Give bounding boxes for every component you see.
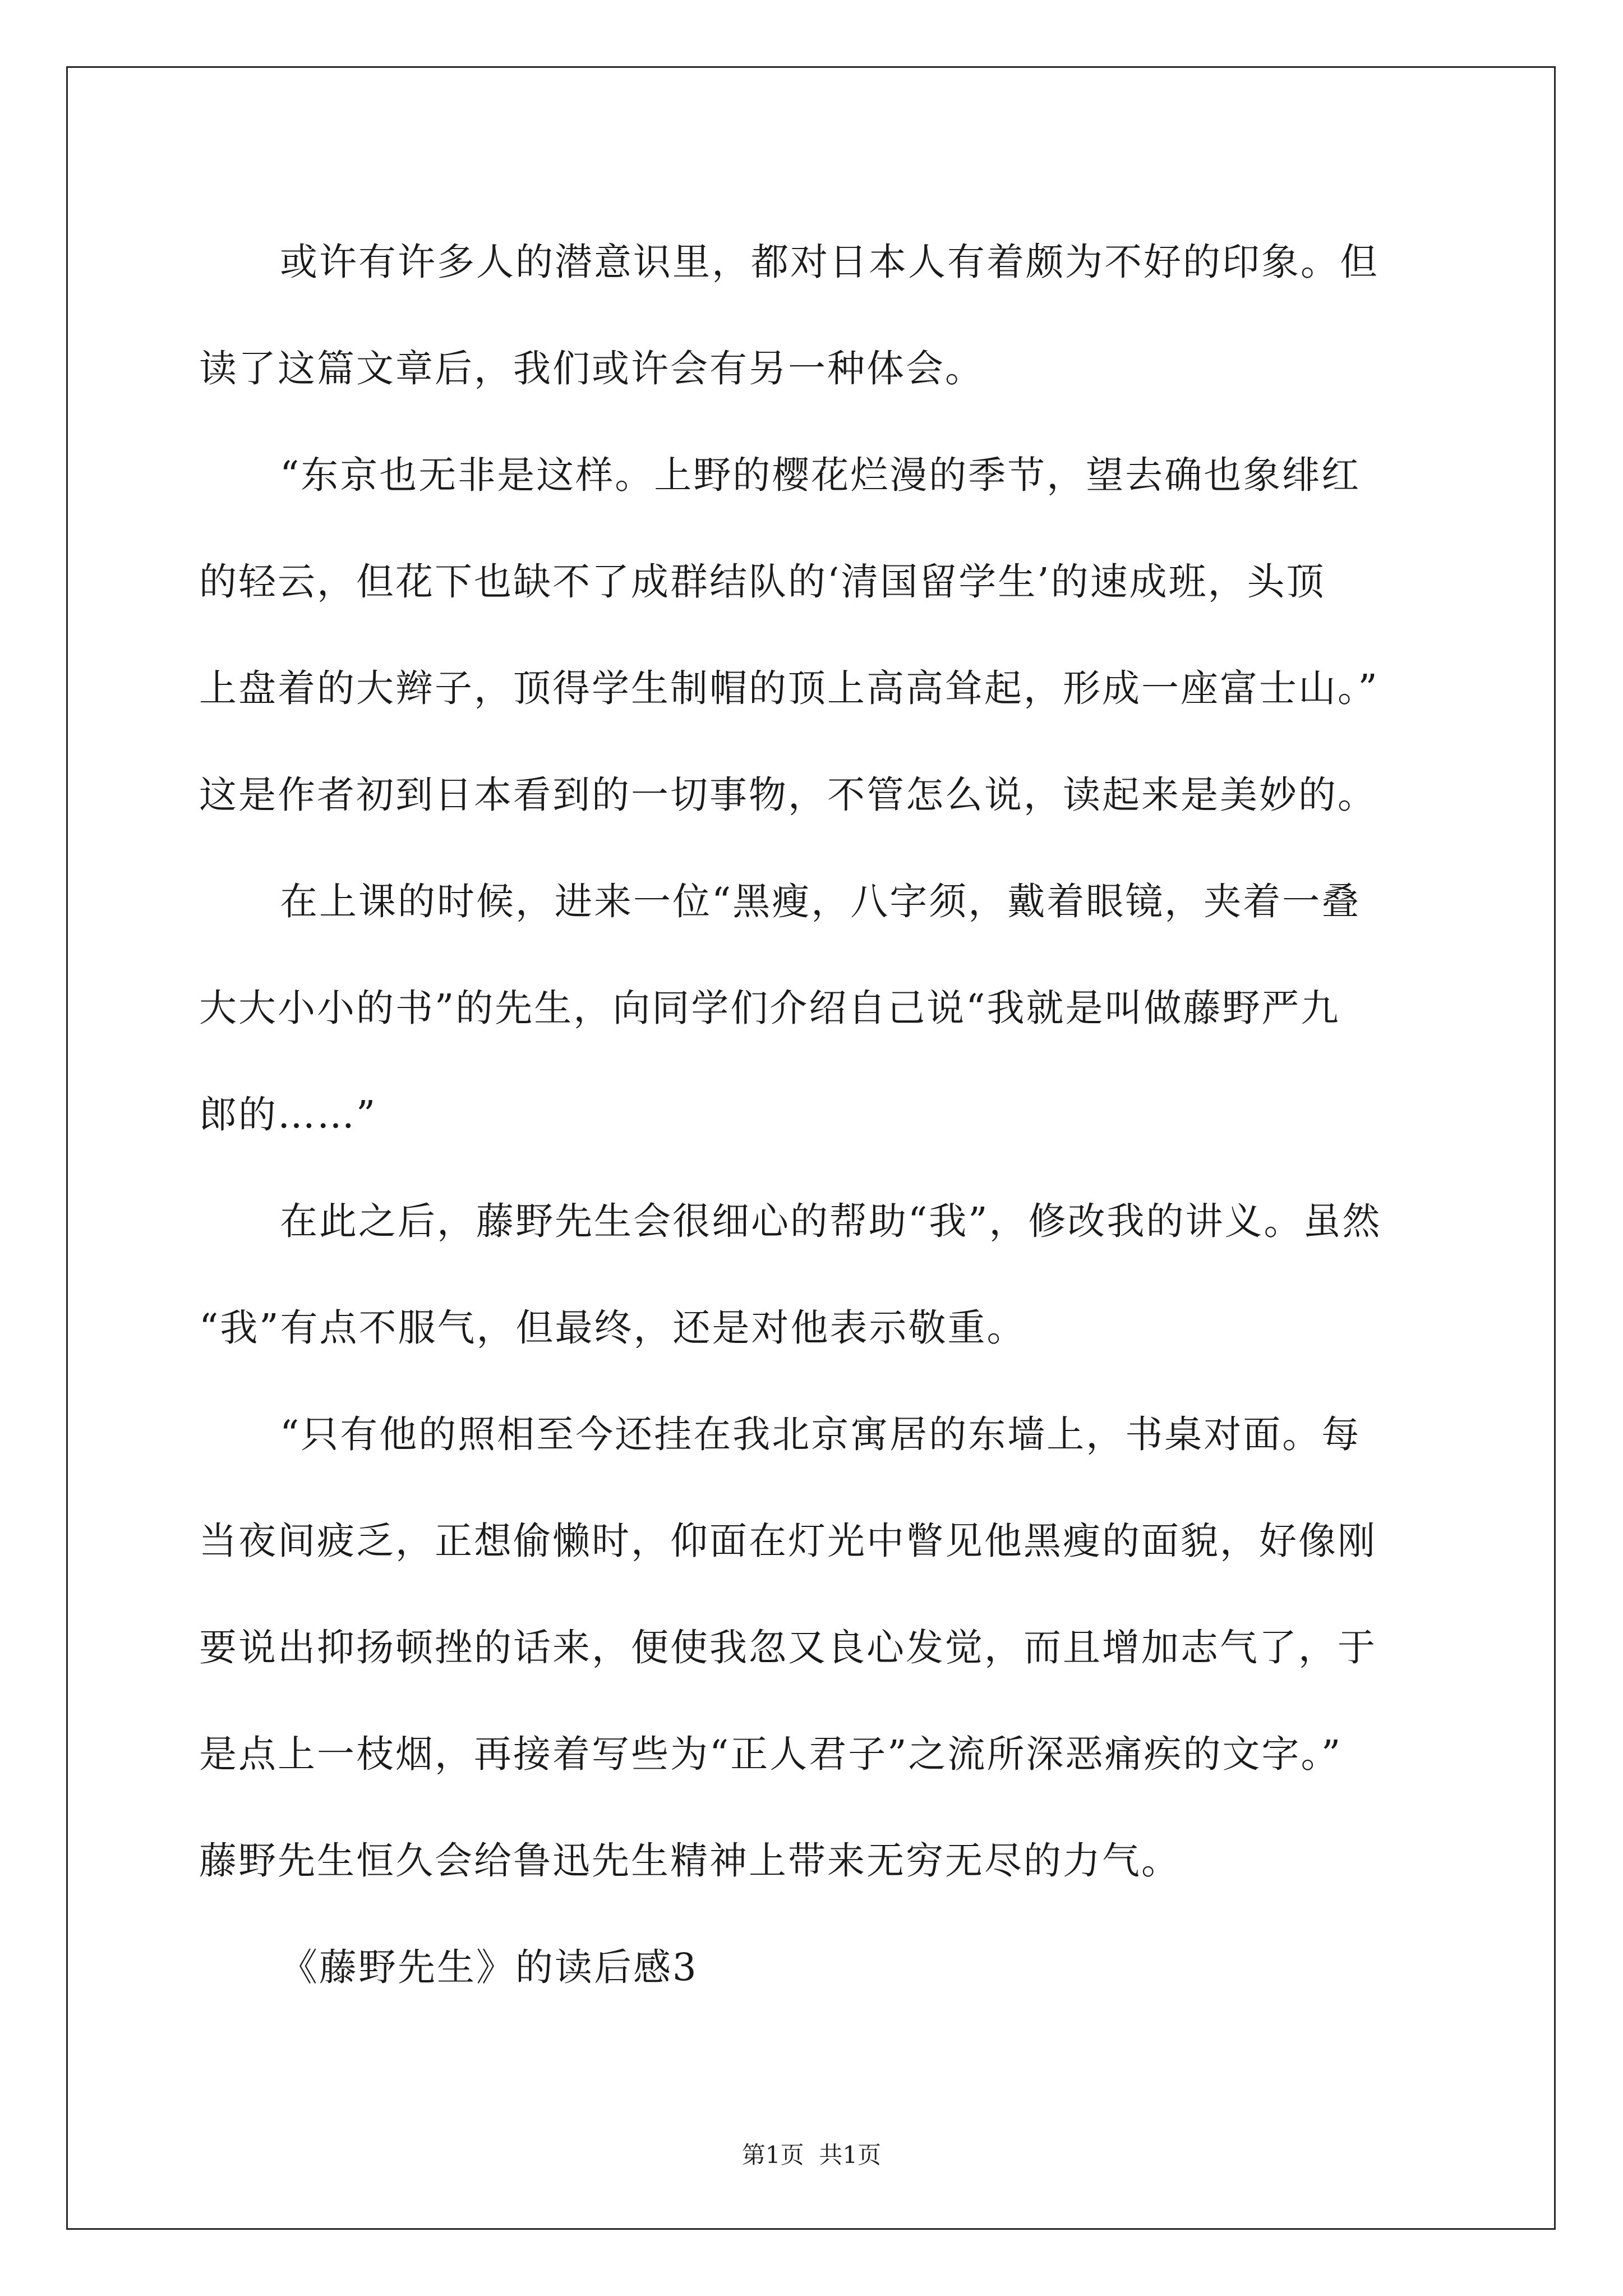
text-line: 在此之后，藤野先生会很细心的帮助“我”，修改我的讲义。虽然 [280, 1199, 1382, 1243]
page-number: 第1页 共1页 [741, 2141, 882, 2169]
text-line: “我”有点不服气，但最终，还是对他表示敬重。 [199, 1306, 1026, 1350]
text-line: 的轻云，但花下也缺不了成群结队的‘清国留学生’的速成班，头顶 [199, 560, 1326, 604]
text-line: 或许有许多人的潜意识里，都对日本人有着颇为不好的印象。但 [280, 240, 1379, 284]
text-line: 藤野先生恒久会给鲁迅先生精神上带来无穷无尽的力气。 [199, 1839, 1181, 1883]
text-line: 是点上一枝烟，再接着写些为“正人君子”之流所深恶痛疾的文字。” [199, 1732, 1343, 1776]
text-line: 这是作者初到日本看到的一切事物，不管怎么说，读起来是美妙的。 [199, 773, 1377, 817]
section-heading: 《藤野先生》的读后感3 [280, 1945, 698, 1989]
document-body [199, 209, 1455, 2021]
text-line: 郎的……” [199, 1093, 377, 1137]
text-line: 当夜间疲乏，正想偷懒时，仰面在灯光中瞥见他黑瘦的面貌，好像刚 [199, 1519, 1377, 1563]
text-line: 在上课的时候，进来一位“黑瘦，八字须，戴着眼镜，夹着一叠 [280, 880, 1361, 923]
text-line: 要说出抑扬顿挫的话来，便使我忽又良心发觉，而且增加志气了，于 [199, 1626, 1377, 1669]
text-line: “只有他的照相至今还挂在我北京寓居的东墙上，书桌对面。每 [280, 1412, 1361, 1456]
text-line: 大大小小的书”的先生，向同学们介绍自己说“我就是叫做藤野严九 [199, 986, 1340, 1030]
text-line: “东京也无非是这样。上野的樱花烂漫的季节，望去确也象绯红 [280, 453, 1361, 497]
text-line: 上盘着的大辫子，顶得学生制帽的顶上高高耸起，形成一座富士山。” [199, 666, 1379, 710]
text-line: 读了这篇文章后，我们或许会有另一种体会。 [199, 347, 984, 390]
